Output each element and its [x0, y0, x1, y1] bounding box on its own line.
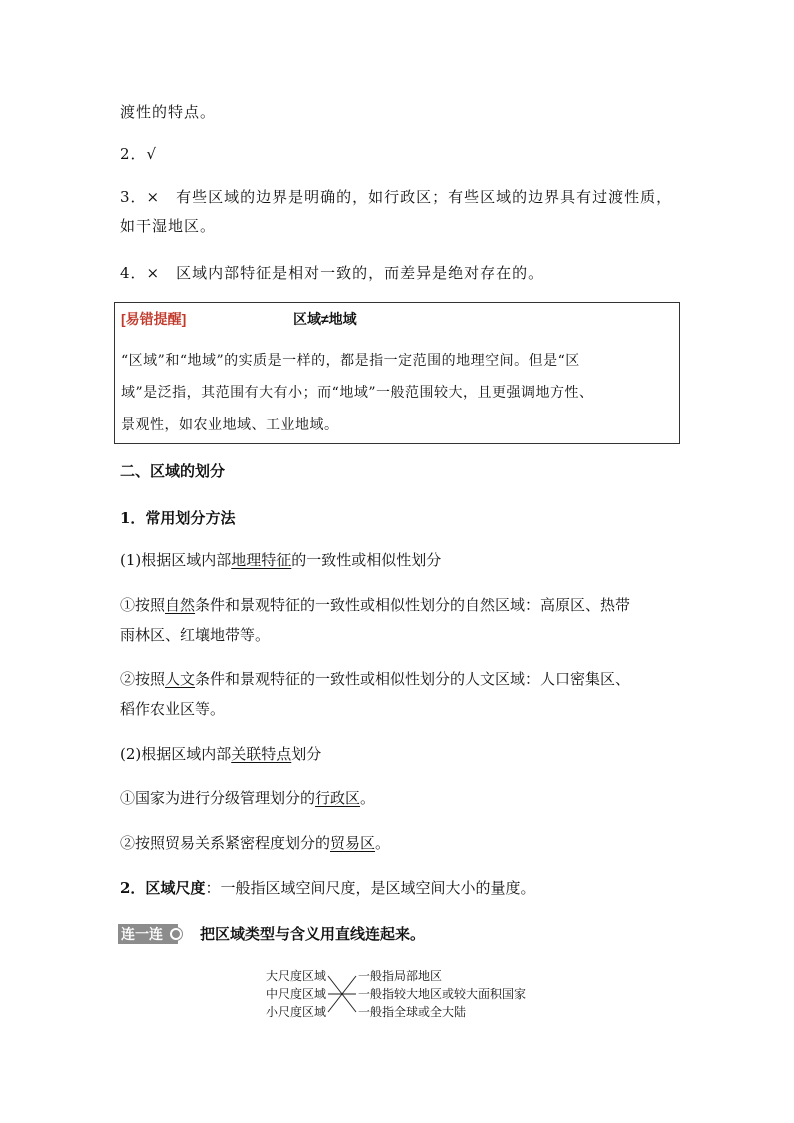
match-right-item: 一般指较大地区或较大面积国家 — [358, 987, 527, 1001]
tip-line: “区域”和“地域”的实质是一样的，都是指一定范围的地理空间。但是“区 — [121, 353, 580, 369]
paragraph: (1)根据区域内部地理特征的一致性或相似性划分 — [120, 551, 442, 569]
fill-blank: 行政区 — [315, 789, 361, 807]
subsection-heading: 1．常用划分方法 — [120, 509, 236, 527]
paragraph: ②按照贸易关系紧密程度划分的贸易区。 — [120, 834, 391, 852]
fill-blank: 关联特点 — [231, 745, 292, 763]
fill-blank: 贸易区 — [330, 834, 376, 852]
exercise-instruction: 把区域类型与含义用直线连起来。 — [200, 925, 426, 943]
answer-item-3-line1: 3．× 有些区域的边界是明确的，如行政区；有些区域的边界具有过渡性质， — [120, 188, 673, 206]
tip-line: 景观性，如农业地域、工业地域。 — [121, 417, 339, 433]
paragraph: ②按照人文条件和景观特征的一致性或相似性划分的人文区域：人口密集区、 — [120, 670, 631, 688]
paragraph-cont: 雨林区、红壤地带等。 — [120, 626, 271, 644]
continuation-text: 渡性的特点。 — [120, 103, 217, 121]
tip-line: 域”是泛指，其范围有大有小；而“地域”一般范围较大，且更强调地方性、 — [121, 385, 594, 401]
match-left-item: 中尺度区域 — [266, 987, 327, 1001]
paragraph: ①按照自然条件和景观特征的一致性或相似性划分的自然区域：高原区、热带 — [120, 596, 631, 614]
paragraph: 2．区域尺度：一般指区域空间尺度，是区域空间大小的量度。 — [120, 879, 536, 897]
tip-box — [114, 302, 680, 444]
answer-item-3-line2: 如干湿地区。 — [120, 217, 217, 235]
answer-item-4: 4．× 区域内部特征是相对一致的，而差异是绝对存在的。 — [120, 264, 545, 282]
tip-title: 区域≠地域 — [293, 311, 357, 327]
match-right-item: 一般指全球或全大陆 — [358, 1005, 467, 1019]
section-heading: 二、区域的划分 — [120, 462, 226, 480]
answer-item-2: 2．√ — [120, 145, 158, 163]
badge-dot-icon — [170, 928, 182, 940]
match-left-item: 小尺度区域 — [266, 1005, 327, 1019]
paragraph: ①国家为进行分级管理划分的行政区。 — [120, 789, 376, 807]
match-lines — [326, 968, 358, 1022]
fill-blank: 地理特征 — [231, 551, 292, 569]
fill-blank: 自然 — [165, 596, 196, 614]
fill-blank: 人文 — [165, 670, 196, 688]
match-left-item: 大尺度区域 — [266, 969, 327, 983]
paragraph: (2)根据区域内部关联特点划分 — [120, 745, 322, 763]
match-right-item: 一般指局部地区 — [358, 969, 443, 983]
exercise-badge: 连一连 — [118, 924, 178, 944]
paragraph-cont: 稻作农业区等。 — [120, 700, 226, 718]
tip-tag: [易错提醒] — [121, 311, 187, 327]
